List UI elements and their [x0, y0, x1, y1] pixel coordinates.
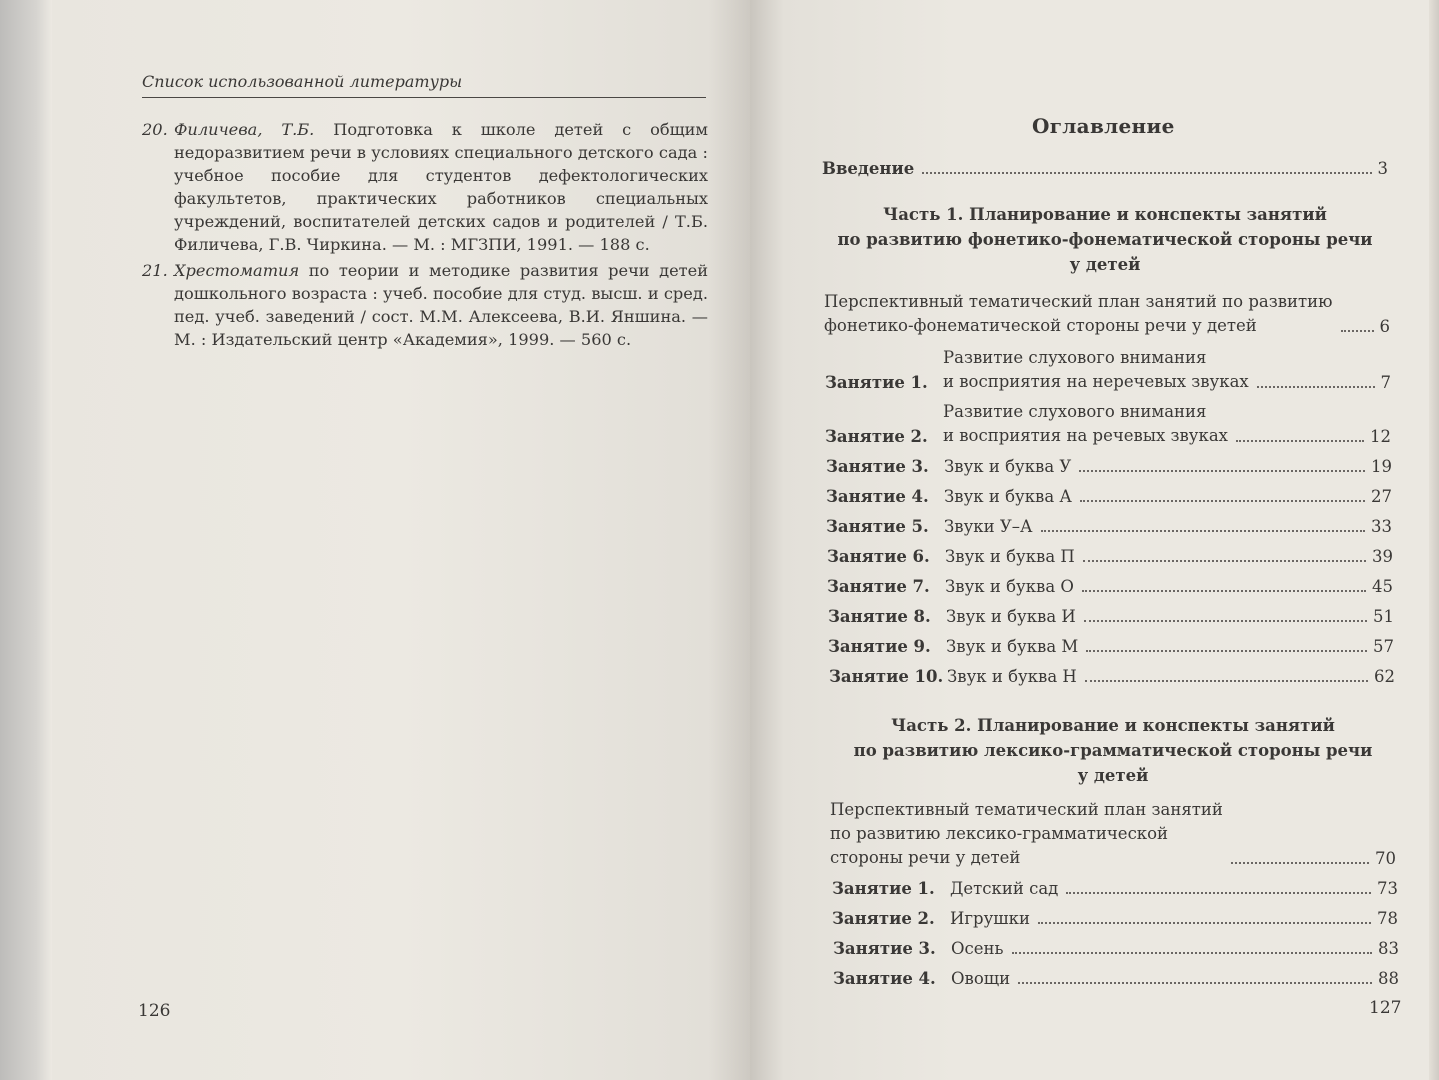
running-head: Список использованной литературы [142, 72, 706, 98]
lesson-title: Звук и буква И [946, 607, 1076, 626]
part-heading-line: у детей [1069, 255, 1141, 274]
lesson-title: Звуки У–А [944, 517, 1033, 536]
lesson-label: Занятие 9. [828, 637, 931, 656]
toc-lesson [826, 516, 1392, 538]
toc-entry-title: Введение [822, 159, 915, 178]
lesson-label: Занятие 5. [826, 517, 929, 536]
toc-lesson [832, 878, 1398, 900]
reference-body [174, 118, 708, 256]
toc-entry-line-wrap [824, 314, 1333, 338]
part-heading-line: по развитию лексико-грамматической стороны речи [853, 741, 1373, 760]
toc-page-number: 57 [1373, 637, 1394, 656]
leader-dots [1082, 590, 1366, 592]
toc-entry-line: фонетико-фонематической стороны речи у детей [824, 316, 1257, 335]
lesson-label: Занятие 7. [827, 577, 930, 596]
lesson-title-line: и восприятия на речевых звуках [943, 426, 1228, 445]
part-heading-line: Часть 1. Планирование и конспекты занятий [883, 205, 1327, 224]
reference-item [142, 259, 708, 351]
lesson-title [943, 400, 1228, 448]
toc-page-number: 7 [1380, 373, 1391, 392]
lesson-title: Звук и буква О [945, 577, 1074, 596]
toc-lesson [827, 546, 1393, 568]
lesson-title: Детский сад [950, 879, 1059, 898]
lesson-label: Занятие 4. [833, 969, 936, 988]
leader-dots [1231, 862, 1369, 864]
leader-dots [1079, 470, 1365, 472]
toc-page-number: 88 [1378, 969, 1399, 988]
toc-page-number: 19 [1371, 457, 1392, 476]
page-number-right: 127 [1369, 998, 1402, 1018]
toc-lesson [825, 400, 1391, 448]
lesson-title: Звук и буква П [945, 547, 1075, 566]
leader-dots [1085, 680, 1368, 682]
lesson-title: Игрушки [950, 909, 1030, 928]
toc-page-number: 39 [1372, 547, 1393, 566]
part-heading-line: Часть 2. Планирование и конспекты занятий [891, 716, 1335, 735]
toc-page-number: 6 [1379, 317, 1390, 336]
lesson-label: Занятие 6. [827, 547, 930, 566]
leader-dots [1066, 892, 1371, 894]
leader-dots [1018, 982, 1372, 984]
toc-entry-title [824, 290, 1333, 338]
toc-lesson [833, 968, 1399, 990]
toc-page-number: 73 [1377, 879, 1398, 898]
toc-lesson [826, 456, 1392, 478]
leader-dots [1012, 952, 1372, 954]
lesson-label: Занятие 8. [828, 607, 931, 626]
toc-page-number: 83 [1378, 939, 1399, 958]
toc-lesson [825, 346, 1391, 394]
lesson-label: Занятие 3. [833, 939, 936, 958]
reference-item [142, 118, 708, 256]
lesson-title: Осень [951, 939, 1004, 958]
leader-dots [1083, 560, 1366, 562]
toc-lesson [826, 486, 1392, 508]
leader-dots [1084, 620, 1367, 622]
toc-entry-title [830, 798, 1223, 870]
toc-page-number: 12 [1370, 427, 1391, 446]
reference-number: 20. [142, 120, 168, 139]
reference-text: по теории и методике развития речи детей дошкольного возраста : учеб. пособие для студ. высш. и сред. пед. учеб. заведений / сост. М.М. Алексеева, В.И. Яншина. — М. : Издательский центр «Академия», 1999. — 560 с. [174, 261, 708, 349]
toc-page-number: 45 [1372, 577, 1393, 596]
lesson-title: Овощи [951, 969, 1011, 988]
toc-lesson [829, 666, 1395, 688]
lesson-label: Занятие 2. [825, 427, 928, 446]
toc-lesson [833, 938, 1399, 960]
reference-number: 21. [142, 261, 168, 280]
lesson-label: Занятие 1. [825, 373, 928, 392]
reference-body [174, 259, 708, 351]
toc-page-number: 78 [1377, 909, 1398, 928]
toc-page-number: 62 [1374, 667, 1395, 686]
reference-author: Хрестоматия [174, 261, 300, 280]
toc-entry-line: стороны речи у детей [830, 848, 1021, 867]
lesson-label: Занятие 1. [832, 879, 935, 898]
toc-lesson [828, 606, 1394, 628]
toc-entry-line: Перспективный тематический план занятий по развитию [824, 292, 1333, 311]
page-number-left: 126 [138, 1001, 171, 1021]
leader-dots [1257, 386, 1375, 388]
lesson-label: Занятие 4. [826, 487, 929, 506]
toc-lesson [828, 636, 1394, 658]
leader-dots [1041, 530, 1365, 532]
toc-page-number: 27 [1371, 487, 1392, 506]
book-edge-right [1429, 0, 1439, 1080]
lesson-title [943, 346, 1249, 394]
lesson-label: Занятие 10. [829, 667, 944, 686]
lesson-title: Звук и буква Н [947, 667, 1077, 686]
reference-author: Филичева, Т.Б. [174, 120, 315, 139]
leader-dots [922, 172, 1371, 174]
reference-text: Подготовка к школе детей с общим недоразвитием речи в условиях специального детского сада : учебное пособие для студентов дефектологических факультетов, практических работников специальных учреждений, воспитателей детских садов и родителей / Т.Б. Филичева, Г.В. Чиркина. — М. : МГЗПИ, 1991. — 188 с. [174, 120, 708, 254]
lesson-title-line: Развитие слухового внимания [943, 402, 1207, 421]
leader-dots [1038, 922, 1371, 924]
toc-page-number: 33 [1371, 517, 1392, 536]
part-heading-1 [822, 202, 1388, 277]
leader-dots [1086, 650, 1367, 652]
lesson-label: Занятие 3. [826, 457, 929, 476]
toc-lesson [832, 908, 1398, 930]
toc-page-number: 51 [1373, 607, 1394, 626]
toc-entry-line: Перспективный тематический план занятий [830, 800, 1223, 819]
toc-lesson [827, 576, 1393, 598]
toc-entry-intro [822, 158, 1388, 180]
lesson-title: Звук и буква М [946, 637, 1079, 656]
toc-entry-plan-2 [830, 798, 1396, 870]
lesson-title: Звук и буква У [944, 457, 1072, 476]
lesson-title: Звук и буква А [944, 487, 1072, 506]
leader-dots [1080, 500, 1365, 502]
lesson-label: Занятие 2. [832, 909, 935, 928]
part-heading-2 [830, 713, 1396, 788]
toc-page-number: 3 [1377, 159, 1388, 178]
lesson-title-line: и восприятия на неречевых звуках [943, 372, 1249, 391]
lesson-title-line: Развитие слухового внимания [943, 348, 1207, 367]
toc-page-number: 70 [1375, 849, 1396, 868]
toc-entry-plan-1 [824, 290, 1390, 338]
book-edge-left [0, 0, 52, 1080]
leader-dots [1341, 330, 1374, 332]
toc-title: Оглавление [1032, 114, 1175, 138]
part-heading-line: по развитию фонетико-фонематической стороны речи [837, 230, 1373, 249]
leader-dots [1236, 440, 1364, 442]
toc-entry-line: по развитию лексико-грамматической [830, 824, 1169, 843]
part-heading-line: у детей [1077, 766, 1149, 785]
